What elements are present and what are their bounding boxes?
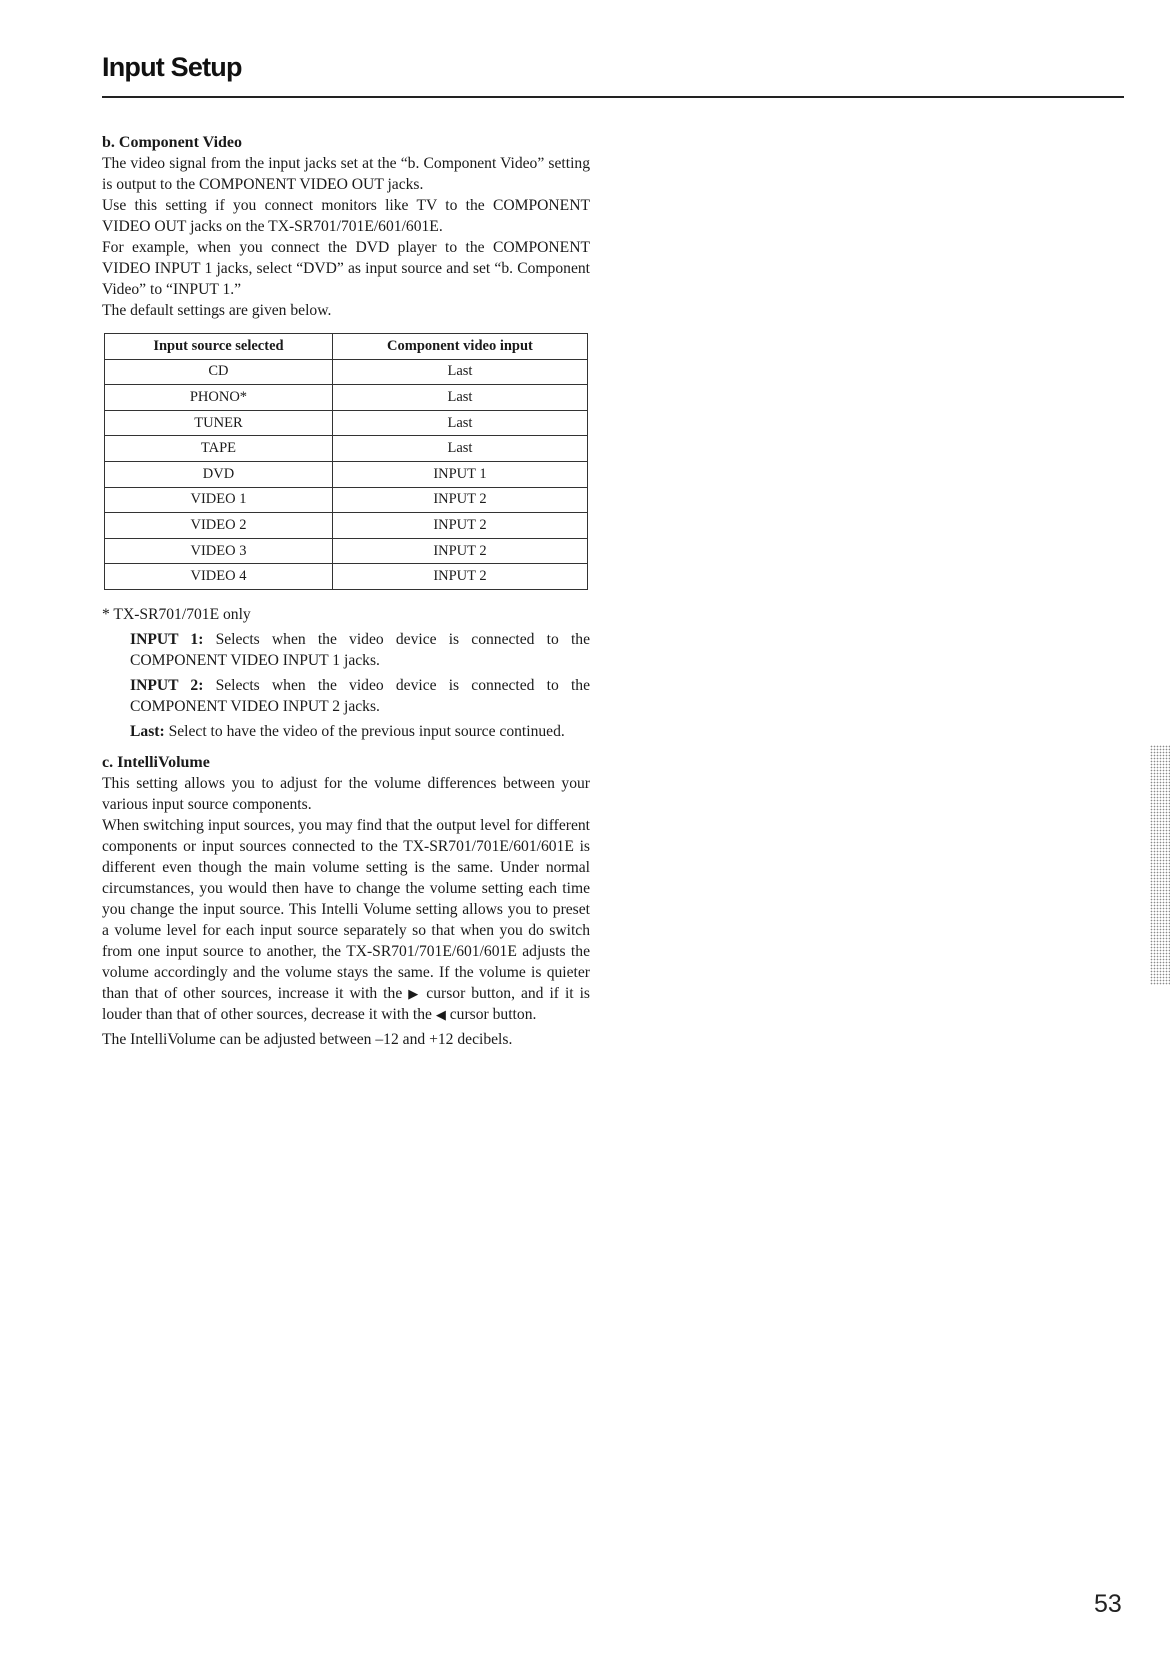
default-settings-table <box>104 333 588 590</box>
table-row <box>105 487 588 513</box>
section-b-paragraph: Use this setting if you connect monitors like TV to the COMPONENT VIDEO OUT jacks on the TX-SR701/701E/601/601E. <box>102 197 590 235</box>
table-row <box>105 436 588 462</box>
table-cell: TAPE <box>105 436 333 462</box>
table-cell: VIDEO 3 <box>105 538 333 564</box>
table-row <box>105 385 588 411</box>
table-row <box>105 538 588 564</box>
definition-input-2 <box>130 675 590 717</box>
table-cell: INPUT 2 <box>332 513 587 539</box>
table-cell: VIDEO 2 <box>105 513 333 539</box>
table-cell: TUNER <box>105 410 333 436</box>
section-b-paragraph: The video signal from the input jacks set at the “b. Component Video” setting is output to the COMPONENT VIDEO OUT jacks. <box>102 155 590 193</box>
table-cell: INPUT 2 <box>332 487 587 513</box>
table-row <box>105 564 588 590</box>
right-triangle-icon: ▶ <box>408 985 421 1001</box>
main-column <box>102 132 590 1050</box>
section-b-heading: b. Component Video <box>102 134 243 151</box>
table-footnote: * TX-SR701/701E only <box>102 605 251 623</box>
section-c-paragraph: The IntelliVolume can be adjusted between –12 and +12 decibels. <box>102 1030 513 1048</box>
definition-input-1 <box>130 629 590 671</box>
table-cell: Last <box>332 410 587 436</box>
table-cell: CD <box>105 359 333 385</box>
definition-term: Last: <box>130 722 165 740</box>
section-c-paragraph: This setting allows you to adjust for the volume differences between your various input source components. <box>102 774 590 813</box>
table-row <box>105 461 588 487</box>
definition-text: Select to have the video of the previous input source continued. <box>168 722 565 740</box>
table-cell: PHONO* <box>105 385 333 411</box>
section-c-text: When switching input sources, you may find that the output level for different components or input sources connected to the TX-SR701/701E/601/601E is different even though the main volume setting is the same. Under normal circumstances, you would then have to change the volume setting each time you change the input source. This Intelli Volume setting allows you to preset a volume level for each input source separately so that when you do switch from one input source to another, the TX-SR701/701E/601/601E adjusts the volume accordingly and the volume stays the same. If the volume is quieter than that of other sources, increase it with the <box>102 816 590 1002</box>
table-header-row <box>105 334 588 360</box>
section-c-paragraph <box>102 815 590 1025</box>
definition-text: Selects when the video device is connected to the COMPONENT VIDEO INPUT 2 jacks. <box>130 676 590 715</box>
table-row <box>105 410 588 436</box>
edge-index-tab <box>1150 745 1170 985</box>
table-cell: INPUT 1 <box>332 461 587 487</box>
table-row <box>105 513 588 539</box>
page-number: 53 <box>1094 1590 1122 1618</box>
definition-last <box>130 721 590 742</box>
section-b-paragraph: For example, when you connect the DVD player to the COMPONENT VIDEO INPUT 1 jacks, select “DVD” as input source and set “b. Component Video” to “INPUT 1.” <box>102 239 590 298</box>
section-c-text: cursor button, and if it is louder than that of other sources, decrease it with the <box>102 984 590 1023</box>
left-triangle-icon: ◀ <box>435 1006 446 1022</box>
table-cell: VIDEO 1 <box>105 487 333 513</box>
table-cell: INPUT 2 <box>332 538 587 564</box>
section-b-paragraph: The default settings are given below. <box>102 302 332 319</box>
section-c-text: cursor button. <box>449 1005 537 1023</box>
table-header-component-video: Component video input <box>332 334 587 360</box>
table-cell: DVD <box>105 461 333 487</box>
table-cell: Last <box>332 436 587 462</box>
definition-term: INPUT 2: <box>130 676 204 694</box>
page-title: Input Setup <box>102 52 242 82</box>
table-row <box>105 359 588 385</box>
table-header-input-source: Input source selected <box>105 334 333 360</box>
table-cell: INPUT 2 <box>332 564 587 590</box>
header-divider <box>102 96 1124 98</box>
table-cell: Last <box>332 359 587 385</box>
table-cell: Last <box>332 385 587 411</box>
section-c-heading: c. IntelliVolume <box>102 753 210 771</box>
definition-term: INPUT 1: <box>130 630 204 648</box>
table-cell: VIDEO 4 <box>105 564 333 590</box>
definition-text: Selects when the video device is connected to the COMPONENT VIDEO INPUT 1 jacks. <box>130 630 590 669</box>
